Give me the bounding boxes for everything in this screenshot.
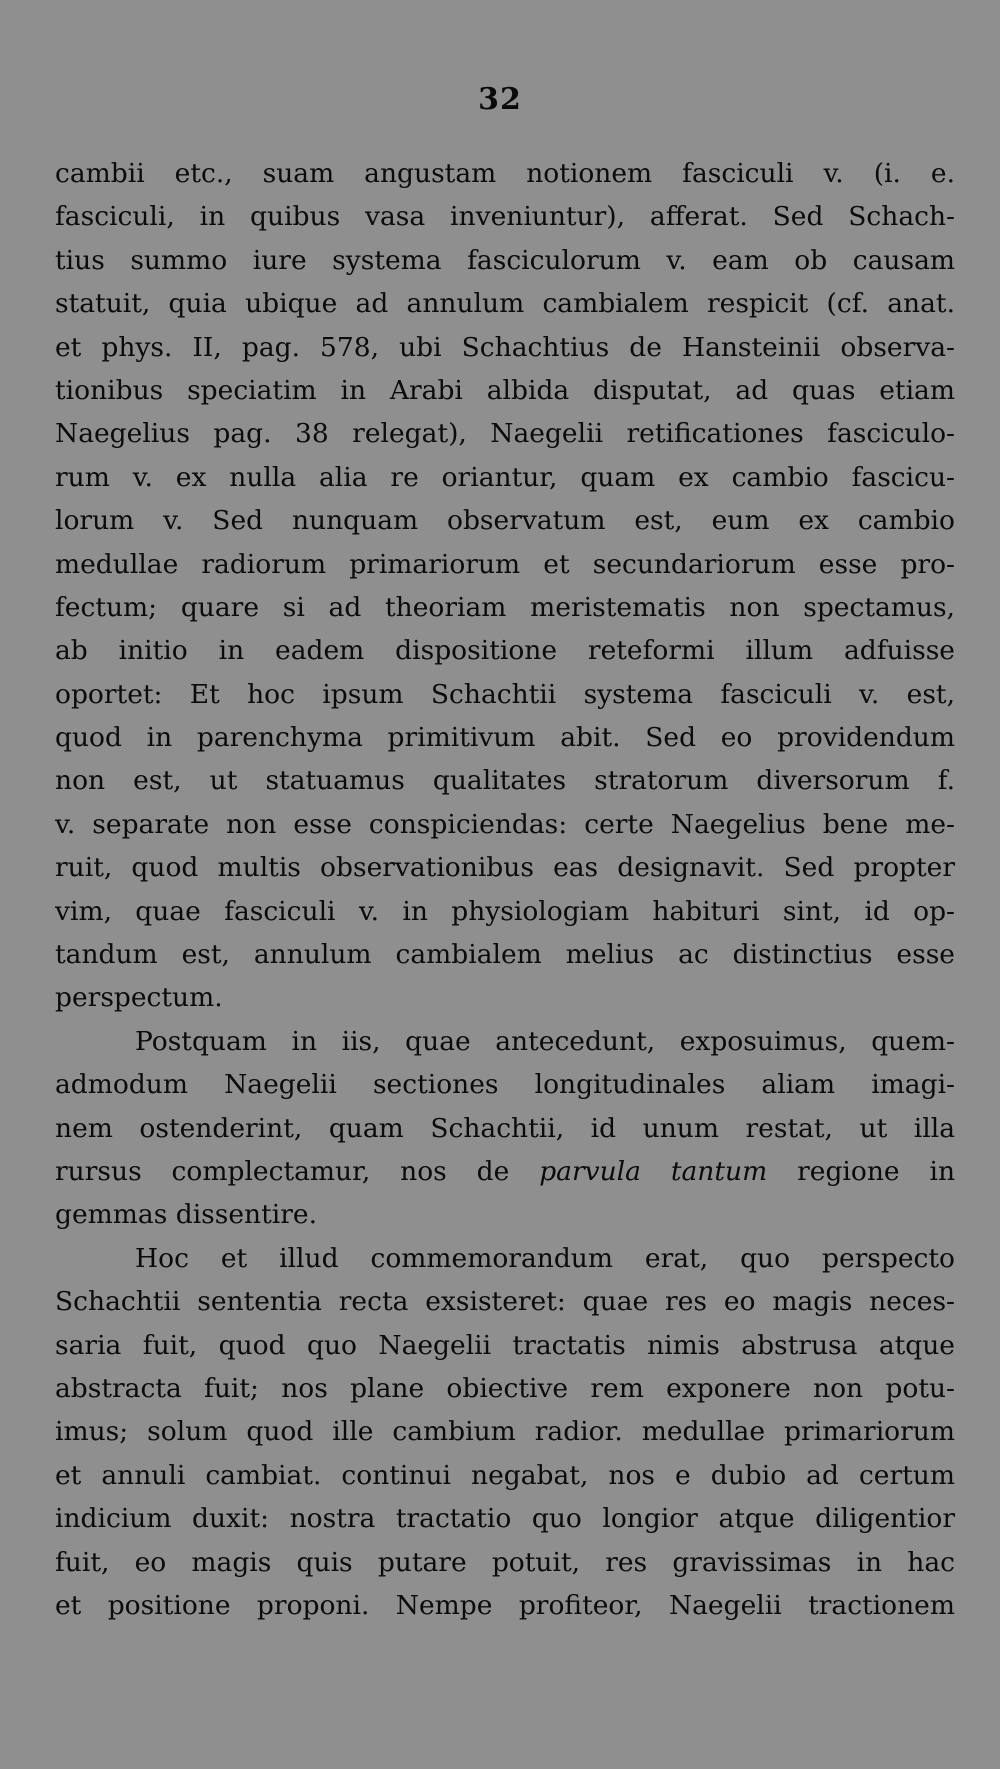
text-line: tandum est, annulum cambialem melius ac distinctius esse <box>55 939 955 971</box>
text-line: saria fuit, quod quo Naegelii tractatis nimis abstrusa atque <box>55 1329 955 1361</box>
body-text <box>55 152 955 1627</box>
text-line: gemmas dissentire. <box>55 1199 318 1231</box>
text-line: cambii etc., suam angustam notionem fasciculi v. (i. e. <box>55 158 955 189</box>
text-line: indicium duxit: nostra tractatio quo longior atque diligentior <box>55 1503 955 1535</box>
text-line: fasciculi, in quibus vasa inveniuntur), afferat. Sed Schach- <box>55 201 955 233</box>
text-line: Hoc et illud commemorandum erat, quo perspecto <box>135 1242 955 1274</box>
text-line: oportet: Et hoc ipsum Schachtii systema fasciculi v. est, <box>55 678 955 710</box>
text-line: abstracta fuit; nos plane obiective rem exponere non potu- <box>55 1372 955 1404</box>
text-line: et positione proponi. Nempe profiteor, Naegelii tractionem <box>55 1589 955 1621</box>
text-line: vim, quae fasciculi v. in physiologiam habituri sint, id op- <box>55 895 955 927</box>
text-line: et phys. II, pag. 578, ubi Schachtius de Hansteinii observa- <box>55 331 955 363</box>
text-line: imus; solum quod ille cambium radior. medullae primariorum <box>55 1416 955 1448</box>
text-line: tionibus speciatim in Arabi albida disputat, ad quas etiam <box>55 374 955 406</box>
text-line: admodum Naegelii sectiones longitudinales aliam imagi- <box>55 1069 955 1101</box>
text-line: ab initio in eadem dispositione reteformi illum adfuisse <box>55 635 955 667</box>
text-line: non est, ut statuamus qualitates stratorum diversorum f. <box>55 765 955 797</box>
text-line: rum v. ex nulla alia re oriantur, quam ex cambio fascicu- <box>55 461 955 493</box>
text-line: nem ostenderint, quam Schachtii, id unum restat, ut illa <box>55 1112 955 1144</box>
text-segment: regione in <box>767 1155 956 1187</box>
text-line <box>55 1150 955 1193</box>
text-line: v. separate non esse conspiciendas: certe Naegelius bene me- <box>55 808 955 840</box>
text-line: perspectum. <box>55 982 223 1014</box>
text-line: quod in parenchyma primitivum abit. Sed eo providendum <box>55 722 955 754</box>
text-line: et annuli cambiat. continui negabat, nos e dubio ad certum <box>55 1459 955 1491</box>
italic-segment: parvula tantum <box>539 1155 768 1187</box>
text-line: Naegelius pag. 38 relegat), Naegelii retificationes fasciculo- <box>55 418 955 450</box>
text-line: fuit, eo magis quis putare potuit, res gravissimas in hac <box>55 1546 955 1578</box>
text-line: Postquam in iis, quae antecedunt, exposuimus, quem- <box>135 1025 955 1057</box>
text-line: medullae radiorum primariorum et secundariorum esse pro- <box>55 548 955 580</box>
text-segment: rursus complectamur, nos de <box>55 1155 540 1187</box>
text-line: lorum v. Sed nunquam observatum est, eum ex cambio <box>55 505 955 537</box>
text-line: fectum; quare si ad theoriam meristematis non spectamus, <box>55 591 955 623</box>
text-line: ruit, quod multis observationibus eas designavit. Sed propter <box>55 852 955 884</box>
text-line: tius summo iure systema fasciculorum v. eam ob causam <box>55 244 955 276</box>
text-line: statuit, quia ubique ad annulum cambialem respicit (cf. anat. <box>55 288 955 320</box>
text-line: Schachtii sententia recta exsisteret: quae res eo magis neces- <box>55 1286 955 1318</box>
page-number: 32 <box>478 82 522 117</box>
